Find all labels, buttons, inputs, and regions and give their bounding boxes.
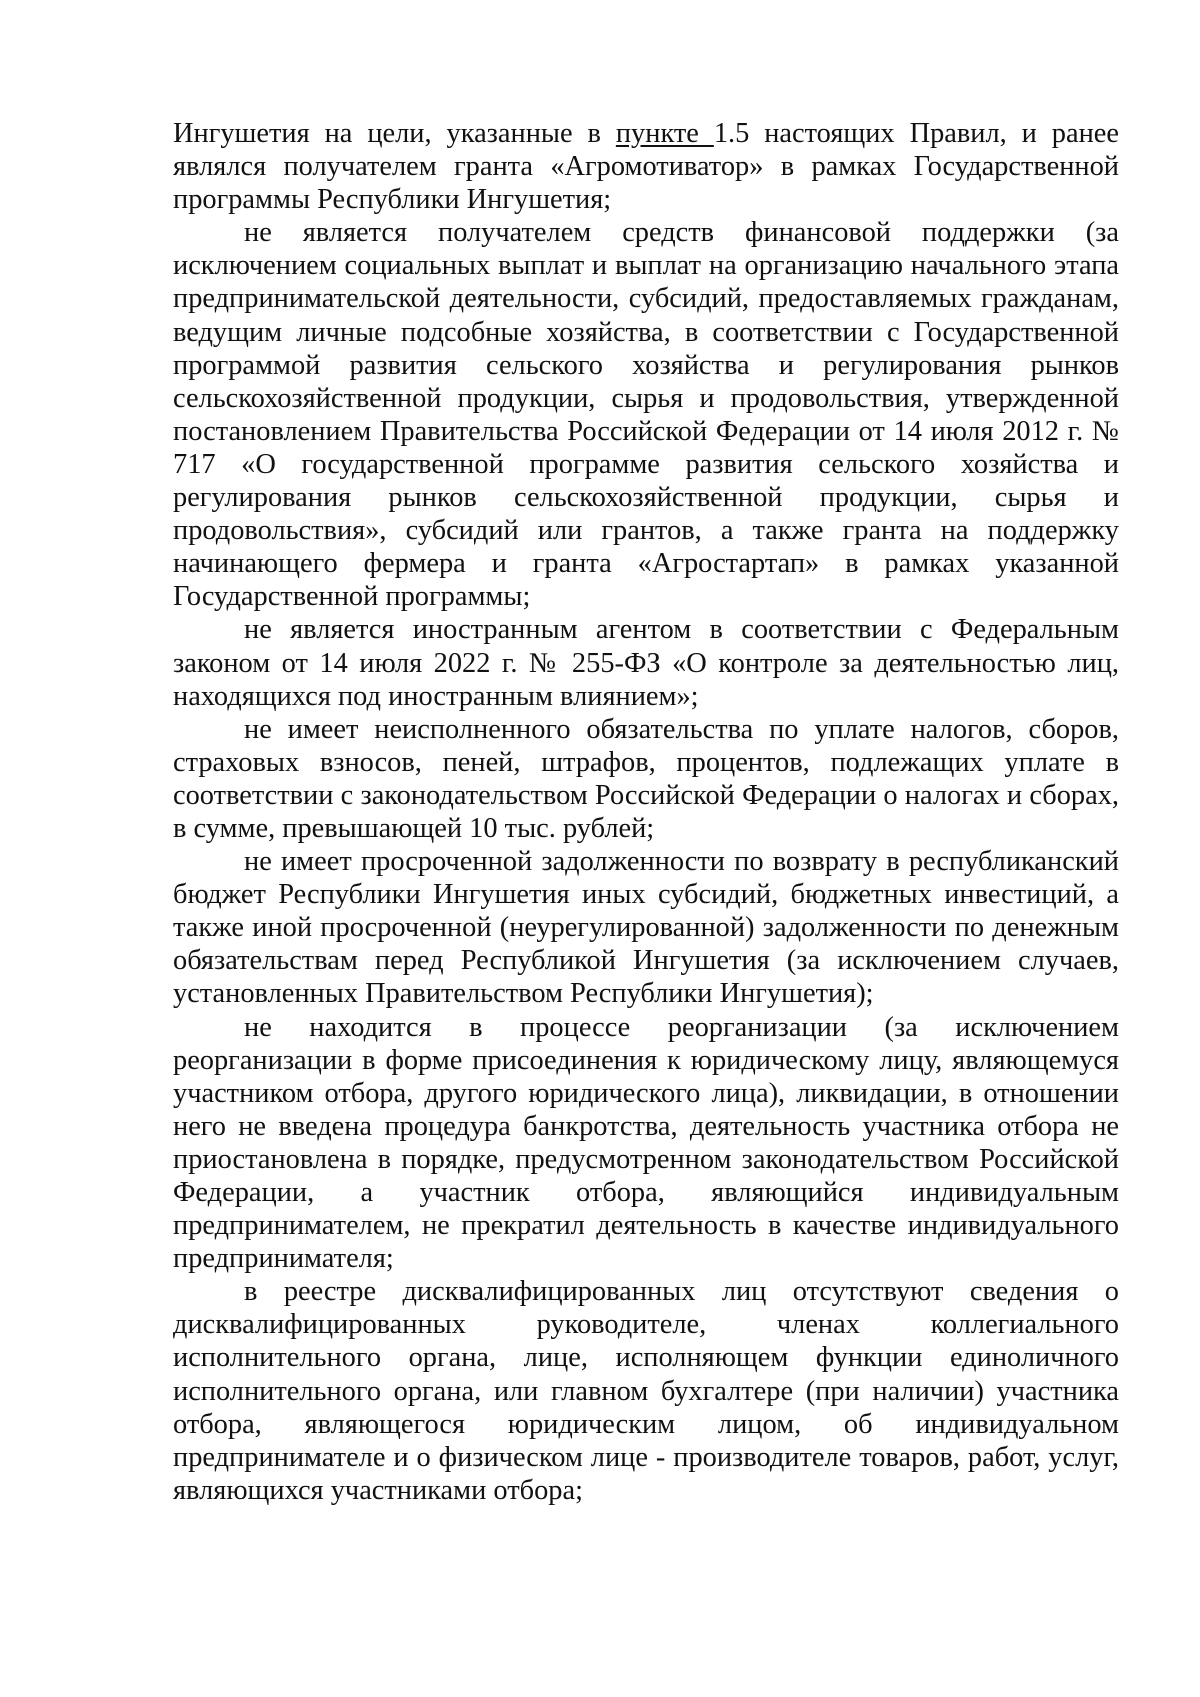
clause-reference-link[interactable]: пункте — [615, 118, 714, 149]
paragraph-continuation — [173, 117, 1119, 216]
paragraph-text: Ингушетия на цели, указанные в — [173, 118, 616, 149]
paragraph-financial-support: не является получателем средств финансовой поддержки (за исключением социальных выплат и выплат на организацию начального этапа предпринимательской деятельности, субсидий, предоставляемых гражданам, ведущим личные подсобные хозяйства, в соответствии с Государственной программой развития сельского хозяйства и регулирования рынков сельскохозяйственной продукции, сырья и продовольствия, утвержденной постановлением Правительства Российской Федерации от 14 июля 2012 г. № 717 «О государственной программе развития сельского хозяйства и регулирования рынков сельскохозяйственной продукции, сырья и продовольствия», субсидий или грантов, а также гранта на поддержку начинающего фермера и гранта «Агростартап» в рамках указанной Государственной программы; — [173, 217, 1119, 613]
paragraph-overdue-debt: не имеет просроченной задолженности по возврату в республиканский бюджет Республики Ингушетия иных субсидий, бюджетных инвестиций, а также иной просроченной (неурегулированной) задолженности по денежным обязательствам перед Республикой Ингушетия (за исключением случаев, установленных Правительством Республики Ингушетия); — [173, 846, 1119, 1010]
paragraph-foreign-agent: не является иностранным агентом в соответствии с Федеральным законом от 14 июля 2022 г. № 255-ФЗ «О контроле за деятельностью лиц, находящихся под иностранным влиянием»; — [173, 614, 1119, 712]
paragraph-tax-obligations: не имеет неисполненного обязательства по уплате налогов, сборов, страховых взносов, пеней, штрафов, процентов, подлежащих уплате в соответствии с законодательством Российской Федерации о налогах и сборах, в сумме, превышающей 10 тыс. рублей; — [173, 713, 1119, 844]
paragraph-disqualified-persons: в реестре дисквалифицированных лиц отсутствуют сведения о дисквалифицированных руководителе, членах коллегиального исполнительного органа, лице, исполняющем функции единоличного исполнительного органа, или главном бухгалтере (при наличии) участника отбора, являющегося юридическим лицом, об индивидуальном предпринимателе и о физическом лице - производителе товаров, работ, услуг, являющихся участниками отбора; — [173, 1276, 1119, 1506]
paragraph-reorganization: не находится в процессе реорганизации (за исключением реорганизации в форме присоединения к юридическому лицу, являющемуся участником отбора, другого юридического лица), ликвидации, в отношении него не введена процедура банкротства, деятельность участника отбора не приостановлена в порядке, предусмотренном законодательством Российской Федерации, а участник отбора, являющийся индивидуальным предпринимателем, не прекратил деятельность в качестве индивидуального предпринимателя; — [173, 1011, 1119, 1275]
document-body — [173, 117, 1119, 1507]
paragraph-text: 1.5 настоящих Правил, и ранее являлся получателем гранта «Агромотиватор» в рамках Государственной программы Республики Ингушетия; — [173, 118, 1120, 216]
